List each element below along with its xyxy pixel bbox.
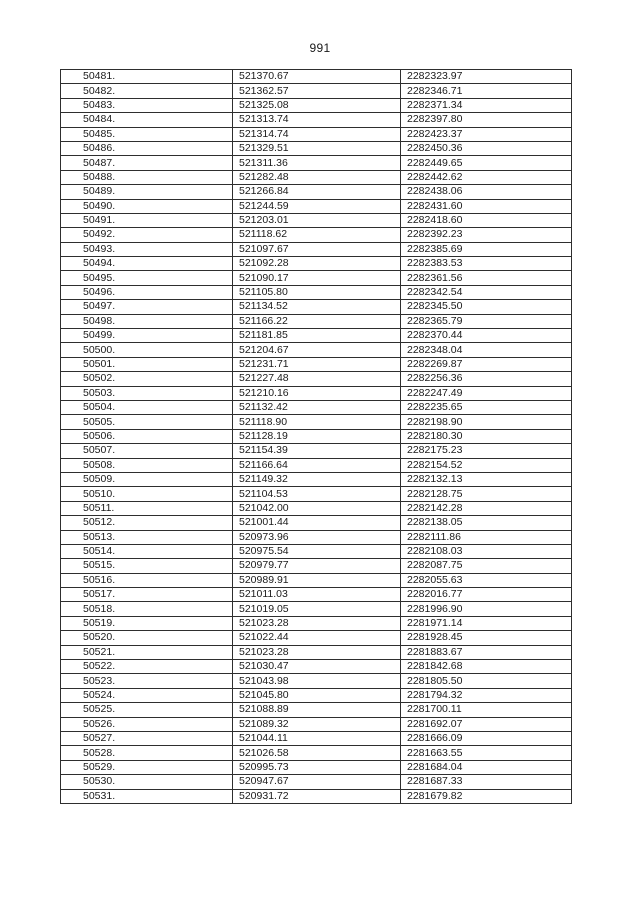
table-row: [61, 199, 572, 213]
y-coordinate-cell: 2282345.50: [401, 300, 572, 314]
x-coordinate-cell: 521088.89: [233, 703, 401, 717]
x-coordinate-cell: 521043.98: [233, 674, 401, 688]
x-coordinate-cell: 521370.67: [233, 70, 401, 84]
point-number-cell: 50524.: [61, 688, 233, 702]
y-coordinate-cell: 2282108.03: [401, 544, 572, 558]
table-row: [61, 688, 572, 702]
y-coordinate-cell: 2282087.75: [401, 559, 572, 573]
y-coordinate-cell: 2282370.44: [401, 329, 572, 343]
point-number-cell: 50498.: [61, 314, 233, 328]
table-row: [61, 544, 572, 558]
table-row: [61, 631, 572, 645]
x-coordinate-cell: 521090.17: [233, 271, 401, 285]
table-row: [61, 84, 572, 98]
table-row: [61, 703, 572, 717]
page-number: 991: [309, 41, 331, 55]
y-coordinate-cell: 2282132.13: [401, 472, 572, 486]
x-coordinate-cell: 520995.73: [233, 760, 401, 774]
table-row: [61, 602, 572, 616]
table-row: [61, 444, 572, 458]
y-coordinate-cell: 2281700.11: [401, 703, 572, 717]
y-coordinate-cell: 2282449.65: [401, 156, 572, 170]
x-coordinate-cell: 521210.16: [233, 386, 401, 400]
x-coordinate-cell: 521154.39: [233, 444, 401, 458]
y-coordinate-cell: 2282235.65: [401, 400, 572, 414]
table-row: [61, 645, 572, 659]
y-coordinate-cell: 2281842.68: [401, 660, 572, 674]
table-row: [61, 775, 572, 789]
point-number-cell: 50514.: [61, 544, 233, 558]
table-row: [61, 516, 572, 530]
table-row: [61, 127, 572, 141]
x-coordinate-cell: 521022.44: [233, 631, 401, 645]
point-number-cell: 50502.: [61, 372, 233, 386]
y-coordinate-cell: 2282198.90: [401, 415, 572, 429]
x-coordinate-cell: 521311.36: [233, 156, 401, 170]
table-row: [61, 329, 572, 343]
table-row: [61, 588, 572, 602]
point-number-cell: 50508.: [61, 458, 233, 472]
point-number-cell: 50528.: [61, 746, 233, 760]
x-coordinate-cell: 521166.64: [233, 458, 401, 472]
x-coordinate-cell: 521001.44: [233, 516, 401, 530]
y-coordinate-cell: 2282365.79: [401, 314, 572, 328]
point-number-cell: 50492.: [61, 228, 233, 242]
table-row: [61, 213, 572, 227]
x-coordinate-cell: 521089.32: [233, 717, 401, 731]
x-coordinate-cell: 521132.42: [233, 400, 401, 414]
x-coordinate-cell: 521149.32: [233, 472, 401, 486]
x-coordinate-cell: 520947.67: [233, 775, 401, 789]
x-coordinate-cell: 521325.08: [233, 98, 401, 112]
x-coordinate-cell: 521266.84: [233, 185, 401, 199]
point-number-cell: 50527.: [61, 731, 233, 745]
point-number-cell: 50487.: [61, 156, 233, 170]
point-number-cell: 50510.: [61, 487, 233, 501]
y-coordinate-cell: 2282346.71: [401, 84, 572, 98]
y-coordinate-cell: 2282397.80: [401, 113, 572, 127]
point-number-cell: 50499.: [61, 329, 233, 343]
y-coordinate-cell: 2282128.75: [401, 487, 572, 501]
x-coordinate-cell: 520989.91: [233, 573, 401, 587]
table-row: [61, 257, 572, 271]
table-row: [61, 170, 572, 184]
y-coordinate-cell: 2282442.62: [401, 170, 572, 184]
y-coordinate-cell: 2282111.86: [401, 530, 572, 544]
y-coordinate-cell: 2281928.45: [401, 631, 572, 645]
y-coordinate-cell: 2282423.37: [401, 127, 572, 141]
point-number-cell: 50494.: [61, 257, 233, 271]
x-coordinate-cell: 521044.11: [233, 731, 401, 745]
x-coordinate-cell: 521181.85: [233, 329, 401, 343]
y-coordinate-cell: 2282154.52: [401, 458, 572, 472]
x-coordinate-cell: 521045.80: [233, 688, 401, 702]
table-row: [61, 300, 572, 314]
x-coordinate-cell: 521244.59: [233, 199, 401, 213]
point-number-cell: 50485.: [61, 127, 233, 141]
x-coordinate-cell: 521118.90: [233, 415, 401, 429]
x-coordinate-cell: 521023.28: [233, 645, 401, 659]
point-number-cell: 50507.: [61, 444, 233, 458]
y-coordinate-cell: 2281794.32: [401, 688, 572, 702]
x-coordinate-cell: 521282.48: [233, 170, 401, 184]
y-coordinate-cell: 2282348.04: [401, 343, 572, 357]
coordinates-table: [60, 69, 572, 804]
y-coordinate-cell: 2282383.53: [401, 257, 572, 271]
y-coordinate-cell: 2282055.63: [401, 573, 572, 587]
y-coordinate-cell: 2282247.49: [401, 386, 572, 400]
point-number-cell: 50526.: [61, 717, 233, 731]
point-number-cell: 50482.: [61, 84, 233, 98]
table-row: [61, 357, 572, 371]
x-coordinate-cell: 521134.52: [233, 300, 401, 314]
x-coordinate-cell: 520973.96: [233, 530, 401, 544]
y-coordinate-cell: 2281666.09: [401, 731, 572, 745]
table-row: [61, 156, 572, 170]
point-number-cell: 50506.: [61, 429, 233, 443]
x-coordinate-cell: 521204.67: [233, 343, 401, 357]
point-number-cell: 50522.: [61, 660, 233, 674]
y-coordinate-cell: 2281692.07: [401, 717, 572, 731]
table-row: [61, 386, 572, 400]
y-coordinate-cell: 2281684.04: [401, 760, 572, 774]
table-row: [61, 717, 572, 731]
table-row: [61, 746, 572, 760]
y-coordinate-cell: 2282385.69: [401, 242, 572, 256]
x-coordinate-cell: 520975.54: [233, 544, 401, 558]
point-number-cell: 50501.: [61, 357, 233, 371]
table-row: [61, 731, 572, 745]
point-number-cell: 50517.: [61, 588, 233, 602]
y-coordinate-cell: 2281805.50: [401, 674, 572, 688]
point-number-cell: 50505.: [61, 415, 233, 429]
table-row: [61, 98, 572, 112]
point-number-cell: 50504.: [61, 400, 233, 414]
y-coordinate-cell: 2282342.54: [401, 285, 572, 299]
x-coordinate-cell: 521166.22: [233, 314, 401, 328]
y-coordinate-cell: 2282138.05: [401, 516, 572, 530]
point-number-cell: 50518.: [61, 602, 233, 616]
x-coordinate-cell: 521092.28: [233, 257, 401, 271]
y-coordinate-cell: 2282361.56: [401, 271, 572, 285]
table-row: [61, 472, 572, 486]
table-row: [61, 487, 572, 501]
point-number-cell: 50484.: [61, 113, 233, 127]
y-coordinate-cell: 2281883.67: [401, 645, 572, 659]
table-row: [61, 458, 572, 472]
table-row: [61, 314, 572, 328]
y-coordinate-cell: 2281679.82: [401, 789, 572, 803]
coordinates-table-body: [61, 70, 572, 804]
point-number-cell: 50511.: [61, 501, 233, 515]
point-number-cell: 50481.: [61, 70, 233, 84]
table-row: [61, 228, 572, 242]
point-number-cell: 50521.: [61, 645, 233, 659]
point-number-cell: 50531.: [61, 789, 233, 803]
point-number-cell: 50491.: [61, 213, 233, 227]
y-coordinate-cell: 2282175.23: [401, 444, 572, 458]
point-number-cell: 50503.: [61, 386, 233, 400]
table-row: [61, 343, 572, 357]
table-row: [61, 674, 572, 688]
x-coordinate-cell: 521203.01: [233, 213, 401, 227]
table-row: [61, 760, 572, 774]
table-row: [61, 789, 572, 803]
point-number-cell: 50509.: [61, 472, 233, 486]
point-number-cell: 50520.: [61, 631, 233, 645]
point-number-cell: 50513.: [61, 530, 233, 544]
table-row: [61, 559, 572, 573]
table-row: [61, 271, 572, 285]
table-row: [61, 185, 572, 199]
y-coordinate-cell: 2282323.97: [401, 70, 572, 84]
x-coordinate-cell: 520931.72: [233, 789, 401, 803]
x-coordinate-cell: 521030.47: [233, 660, 401, 674]
y-coordinate-cell: 2282371.34: [401, 98, 572, 112]
point-number-cell: 50512.: [61, 516, 233, 530]
table-row: [61, 415, 572, 429]
x-coordinate-cell: 520979.77: [233, 559, 401, 573]
point-number-cell: 50493.: [61, 242, 233, 256]
y-coordinate-cell: 2281996.90: [401, 602, 572, 616]
point-number-cell: 50523.: [61, 674, 233, 688]
table-row: [61, 501, 572, 515]
table-row: [61, 573, 572, 587]
y-coordinate-cell: 2282392.23: [401, 228, 572, 242]
point-number-cell: 50500.: [61, 343, 233, 357]
x-coordinate-cell: 521104.53: [233, 487, 401, 501]
y-coordinate-cell: 2281971.14: [401, 616, 572, 630]
point-number-cell: 50489.: [61, 185, 233, 199]
point-number-cell: 50515.: [61, 559, 233, 573]
point-number-cell: 50525.: [61, 703, 233, 717]
table-row: [61, 242, 572, 256]
y-coordinate-cell: 2282016.77: [401, 588, 572, 602]
point-number-cell: 50483.: [61, 98, 233, 112]
y-coordinate-cell: 2282180.30: [401, 429, 572, 443]
point-number-cell: 50529.: [61, 760, 233, 774]
y-coordinate-cell: 2282269.87: [401, 357, 572, 371]
y-coordinate-cell: 2281663.55: [401, 746, 572, 760]
table-row: [61, 113, 572, 127]
y-coordinate-cell: 2282438.06: [401, 185, 572, 199]
x-coordinate-cell: 521362.57: [233, 84, 401, 98]
table-row: [61, 141, 572, 155]
table-row: [61, 285, 572, 299]
point-number-cell: 50488.: [61, 170, 233, 184]
table-row: [61, 372, 572, 386]
point-number-cell: 50530.: [61, 775, 233, 789]
point-number-cell: 50496.: [61, 285, 233, 299]
x-coordinate-cell: 521314.74: [233, 127, 401, 141]
point-number-cell: 50519.: [61, 616, 233, 630]
point-number-cell: 50497.: [61, 300, 233, 314]
x-coordinate-cell: 521329.51: [233, 141, 401, 155]
table-row: [61, 660, 572, 674]
table-row: [61, 429, 572, 443]
x-coordinate-cell: 521026.58: [233, 746, 401, 760]
point-number-cell: 50495.: [61, 271, 233, 285]
table-row: [61, 616, 572, 630]
y-coordinate-cell: 2282142.28: [401, 501, 572, 515]
x-coordinate-cell: 521128.19: [233, 429, 401, 443]
y-coordinate-cell: 2282418.60: [401, 213, 572, 227]
x-coordinate-cell: 521105.80: [233, 285, 401, 299]
table-row: [61, 400, 572, 414]
point-number-cell: 50490.: [61, 199, 233, 213]
x-coordinate-cell: 521019.05: [233, 602, 401, 616]
y-coordinate-cell: 2282256.36: [401, 372, 572, 386]
point-number-cell: 50516.: [61, 573, 233, 587]
x-coordinate-cell: 521118.62: [233, 228, 401, 242]
x-coordinate-cell: 521313.74: [233, 113, 401, 127]
point-number-cell: 50486.: [61, 141, 233, 155]
x-coordinate-cell: 521097.67: [233, 242, 401, 256]
y-coordinate-cell: 2282450.36: [401, 141, 572, 155]
x-coordinate-cell: 521231.71: [233, 357, 401, 371]
table-row: [61, 70, 572, 84]
x-coordinate-cell: 521227.48: [233, 372, 401, 386]
x-coordinate-cell: 521023.28: [233, 616, 401, 630]
table-row: [61, 530, 572, 544]
y-coordinate-cell: 2281687.33: [401, 775, 572, 789]
x-coordinate-cell: 521011.03: [233, 588, 401, 602]
y-coordinate-cell: 2282431.60: [401, 199, 572, 213]
x-coordinate-cell: 521042.00: [233, 501, 401, 515]
